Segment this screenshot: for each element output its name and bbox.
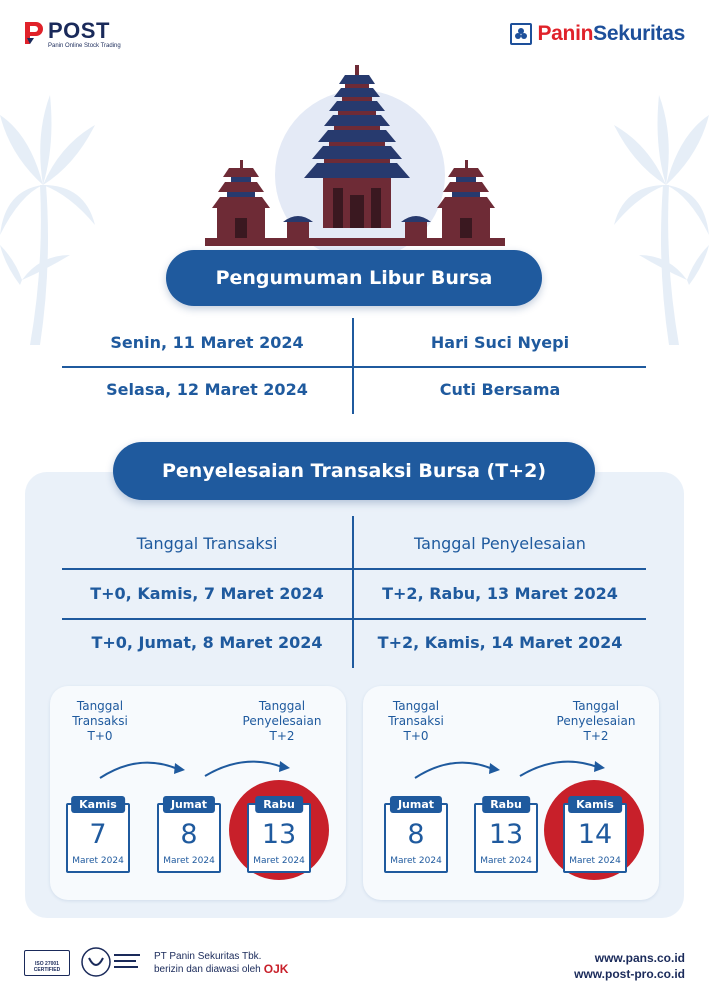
settle-label-1-line1: Tanggal xyxy=(258,699,306,713)
settle-label-2-line1: Tanggal xyxy=(572,699,620,713)
post-logo xyxy=(22,20,121,49)
trade-label-1 xyxy=(60,699,140,744)
holiday-date-2: Selasa, 12 Maret 2024 xyxy=(106,380,308,399)
calendar-next-1 xyxy=(157,798,221,873)
trade-label-2-line3: T+0 xyxy=(403,729,429,743)
calendar-settle-1 xyxy=(247,798,311,873)
trade-label-2 xyxy=(376,699,456,744)
holiday-desc-2: Cuti Bersama xyxy=(439,380,561,399)
calendar-next-2 xyxy=(474,798,538,873)
holiday-date-1: Senin, 11 Maret 2024 xyxy=(110,333,304,352)
footer-company: PT Panin Sekuritas Tbk. xyxy=(154,951,262,962)
footer-site-post-pro[interactable]: www.post-pro.co.id xyxy=(574,967,685,981)
footer-company-block xyxy=(154,950,288,976)
iso-badge-text: ISO 27001 CERTIFIED xyxy=(33,961,61,973)
trade-label-1-line1: Tanggal xyxy=(76,699,124,713)
trade-date-1: T+0, Kamis, 7 Maret 2024 xyxy=(90,584,324,603)
settle-label-1 xyxy=(232,699,332,744)
calendar-month: Maret 2024 xyxy=(480,856,532,866)
calendar-settle-2 xyxy=(563,798,627,873)
panin-word-a: Panin xyxy=(537,22,594,45)
col-header-settle: Tanggal Penyelesaian xyxy=(414,534,586,553)
panin-word-b: Sekuritas xyxy=(593,22,685,45)
trade-label-2-line1: Tanggal xyxy=(392,699,440,713)
post-logo-icon xyxy=(22,20,44,46)
trade-label-1-line2: Transaksi xyxy=(72,714,128,728)
calendar-number: 13 xyxy=(261,819,297,850)
calendar-number: 8 xyxy=(407,819,425,850)
calendar-trade-2 xyxy=(384,798,448,873)
calendar-number: 13 xyxy=(488,819,524,850)
calendar-number: 14 xyxy=(577,819,613,850)
post-wordmark: POST xyxy=(48,18,110,43)
palm-tree-right-icon xyxy=(614,95,709,345)
footer-site-pans[interactable]: www.pans.co.id xyxy=(594,951,685,965)
trade-label-2-line2: Transaksi xyxy=(388,714,444,728)
holiday-desc-1: Hari Suci Nyepi xyxy=(430,333,570,352)
calendar-month: Maret 2024 xyxy=(253,856,305,866)
settle-label-2 xyxy=(546,699,646,744)
settle-date-2: T+2, Kamis, 14 Maret 2024 xyxy=(377,633,623,652)
settle-date-1: T+2, Rabu, 13 Maret 2024 xyxy=(382,584,618,603)
calendar-day: Kamis xyxy=(568,796,622,813)
iso-certified-badge xyxy=(24,950,70,976)
palm-tree-left-icon xyxy=(0,95,95,345)
calendar-day: Jumat xyxy=(390,796,442,813)
holiday-divider-horizontal xyxy=(62,366,646,368)
calendar-day: Jumat xyxy=(163,796,215,813)
trade-label-1-line3: T+0 xyxy=(87,729,113,743)
calendar-month: Maret 2024 xyxy=(72,856,124,866)
post-tagline: Panin Online Stock Trading xyxy=(48,43,121,49)
holiday-title: Pengumuman Libur Bursa xyxy=(166,250,542,306)
settle-label-1-line3: T+2 xyxy=(269,729,295,743)
footer-regulated: berizin dan diawasi oleh xyxy=(154,964,261,975)
settle-label-2-line2: Penyelesaian xyxy=(556,714,636,728)
calendar-day: Rabu xyxy=(482,796,530,813)
calendar-trade-1 xyxy=(66,798,130,873)
temple-illustration xyxy=(195,60,515,250)
panin-sekuritas-logo xyxy=(510,22,685,46)
bsi-certification-icon xyxy=(80,946,142,978)
calendar-number: 7 xyxy=(89,819,107,850)
settle-label-2-line3: T+2 xyxy=(583,729,609,743)
trade-date-2: T+0, Jumat, 8 Maret 2024 xyxy=(91,633,323,652)
settlement-title: Penyelesaian Transaksi Bursa (T+2) xyxy=(113,442,595,500)
calendar-day: Kamis xyxy=(71,796,125,813)
settlement-divider-horizontal-2 xyxy=(62,618,646,620)
calendar-month: Maret 2024 xyxy=(569,856,621,866)
footer-websites xyxy=(574,950,685,982)
panin-emblem-icon xyxy=(510,23,532,45)
ojk-logo: OJK xyxy=(263,962,289,976)
col-header-trade: Tanggal Transaksi xyxy=(136,534,278,553)
settle-label-1-line2: Penyelesaian xyxy=(242,714,322,728)
calendar-number: 8 xyxy=(180,819,198,850)
calendar-day: Rabu xyxy=(255,796,303,813)
settlement-divider-horizontal-1 xyxy=(62,568,646,570)
panin-wordmark xyxy=(537,22,685,46)
calendar-month: Maret 2024 xyxy=(163,856,215,866)
calendar-month: Maret 2024 xyxy=(390,856,442,866)
